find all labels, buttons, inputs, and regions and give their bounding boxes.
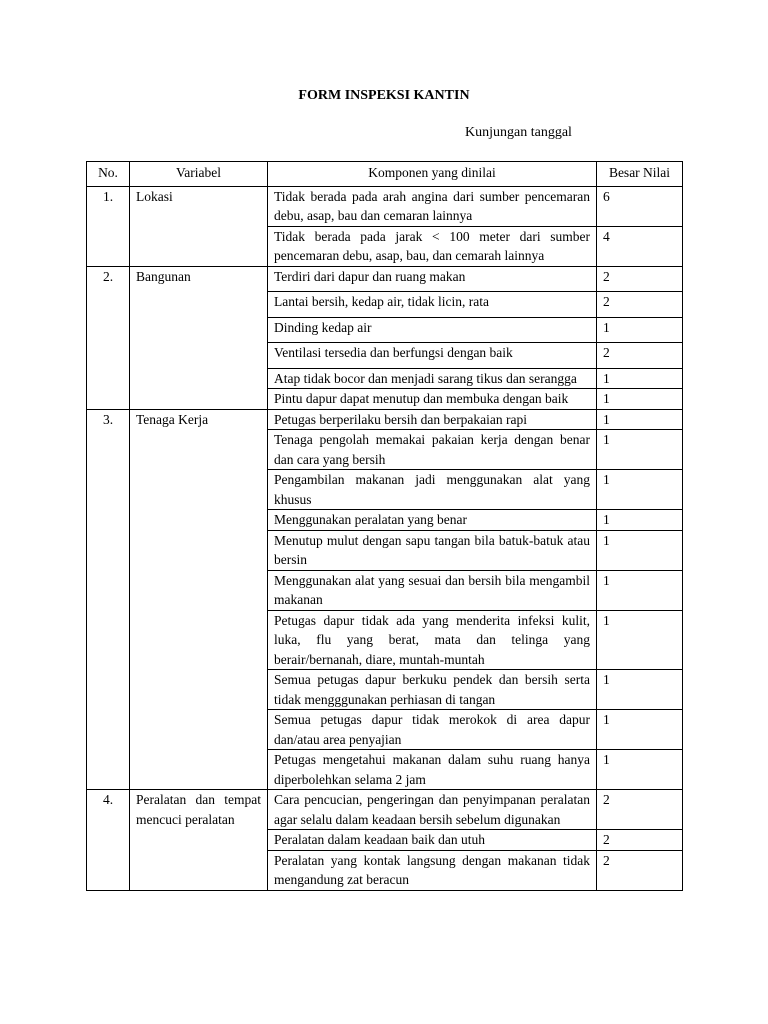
variable-name: Bangunan — [130, 266, 268, 409]
variable-name: Peralatan dan tempat mencuci peralatan — [130, 790, 268, 891]
row-number: 4. — [87, 790, 130, 891]
score-value: 1 — [597, 610, 683, 670]
component-text: Semua petugas dapur tidak merokok di area dapur dan/atau area penyajian — [268, 710, 597, 750]
table-row — [87, 266, 683, 292]
header-komponen: Komponen yang dinilai — [268, 162, 597, 187]
score-value: 2 — [597, 343, 683, 369]
score-value: 1 — [597, 570, 683, 610]
component-text: Tenaga pengolah memakai pakaian kerja dengan benar dan cara yang bersih — [268, 430, 597, 470]
score-value: 1 — [597, 368, 683, 389]
score-value: 1 — [597, 389, 683, 410]
score-value: 1 — [597, 750, 683, 790]
row-number: 2. — [87, 266, 130, 409]
header-variabel: Variabel — [130, 162, 268, 187]
score-value: 2 — [597, 266, 683, 292]
row-number: 1. — [87, 186, 130, 266]
row-number: 3. — [87, 409, 130, 790]
component-text: Tidak berada pada arah angina dari sumber pencemaran debu, asap, bau dan cemaran lainnya — [268, 186, 597, 226]
table-row — [87, 409, 683, 430]
table-header-row — [87, 162, 683, 187]
component-text: Semua petugas dapur berkuku pendek dan bersih serta tidak mengggunakan perhiasan di tangan — [268, 670, 597, 710]
score-value: 2 — [597, 850, 683, 890]
component-text: Pintu dapur dapat menutup dan membuka dengan baik — [268, 389, 597, 410]
score-value: 2 — [597, 830, 683, 851]
component-text: Dinding kedap air — [268, 317, 597, 343]
table-row — [87, 790, 683, 830]
score-value: 1 — [597, 710, 683, 750]
component-text: Menutup mulut dengan sapu tangan bila batuk-batuk atau bersin — [268, 530, 597, 570]
score-value: 6 — [597, 186, 683, 226]
variable-name: Tenaga Kerja — [130, 409, 268, 790]
form-title: FORM INSPEKSI KANTIN — [298, 88, 470, 103]
component-text: Cara pencucian, pengeringan dan penyimpanan peralatan agar selalu dalam keadaan bersih sebelum digunakan — [268, 790, 597, 830]
score-value: 1 — [597, 430, 683, 470]
inspection-table — [86, 161, 683, 891]
score-value: 2 — [597, 790, 683, 830]
variable-name: Lokasi — [130, 186, 268, 266]
component-text: Lantai bersih, kedap air, tidak licin, rata — [268, 292, 597, 318]
score-value: 1 — [597, 470, 683, 510]
component-text: Terdiri dari dapur dan ruang makan — [268, 266, 597, 292]
component-text: Pengambilan makanan jadi menggunakan alat yang khusus — [268, 470, 597, 510]
component-text: Atap tidak bocor dan menjadi sarang tikus dan serangga — [268, 368, 597, 389]
component-text: Peralatan dalam keadaan baik dan utuh — [268, 830, 597, 851]
score-value: 4 — [597, 226, 683, 266]
header-nilai: Besar Nilai — [597, 162, 683, 187]
component-text: Tidak berada pada jarak < 100 meter dari sumber pencemaran debu, asap, bau, dan cemarah lainnya — [268, 226, 597, 266]
component-text: Menggunakan peralatan yang benar — [268, 510, 597, 531]
table-body — [87, 186, 683, 890]
score-value: 2 — [597, 292, 683, 318]
score-value: 1 — [597, 530, 683, 570]
component-text: Peralatan yang kontak langsung dengan makanan tidak mengandung zat beracun — [268, 850, 597, 890]
component-text: Ventilasi tersedia dan berfungsi dengan baik — [268, 343, 597, 369]
score-value: 1 — [597, 510, 683, 531]
component-text: Petugas berperilaku bersih dan berpakaian rapi — [268, 409, 597, 430]
component-text: Petugas dapur tidak ada yang menderita infeksi kulit, luka, flu yang berat, mata dan telinga yang berair/bernanah, diare, muntah-muntah — [268, 610, 597, 670]
score-value: 1 — [597, 670, 683, 710]
table-row — [87, 186, 683, 226]
component-text: Petugas mengetahui makanan dalam suhu ruang hanya diperbolehkan selama 2 jam — [268, 750, 597, 790]
score-value: 1 — [597, 409, 683, 430]
visit-date-label: Kunjungan tanggal — [465, 125, 572, 140]
header-no: No. — [87, 162, 130, 187]
score-value: 1 — [597, 317, 683, 343]
component-text: Menggunakan alat yang sesuai dan bersih bila mengambil makanan — [268, 570, 597, 610]
